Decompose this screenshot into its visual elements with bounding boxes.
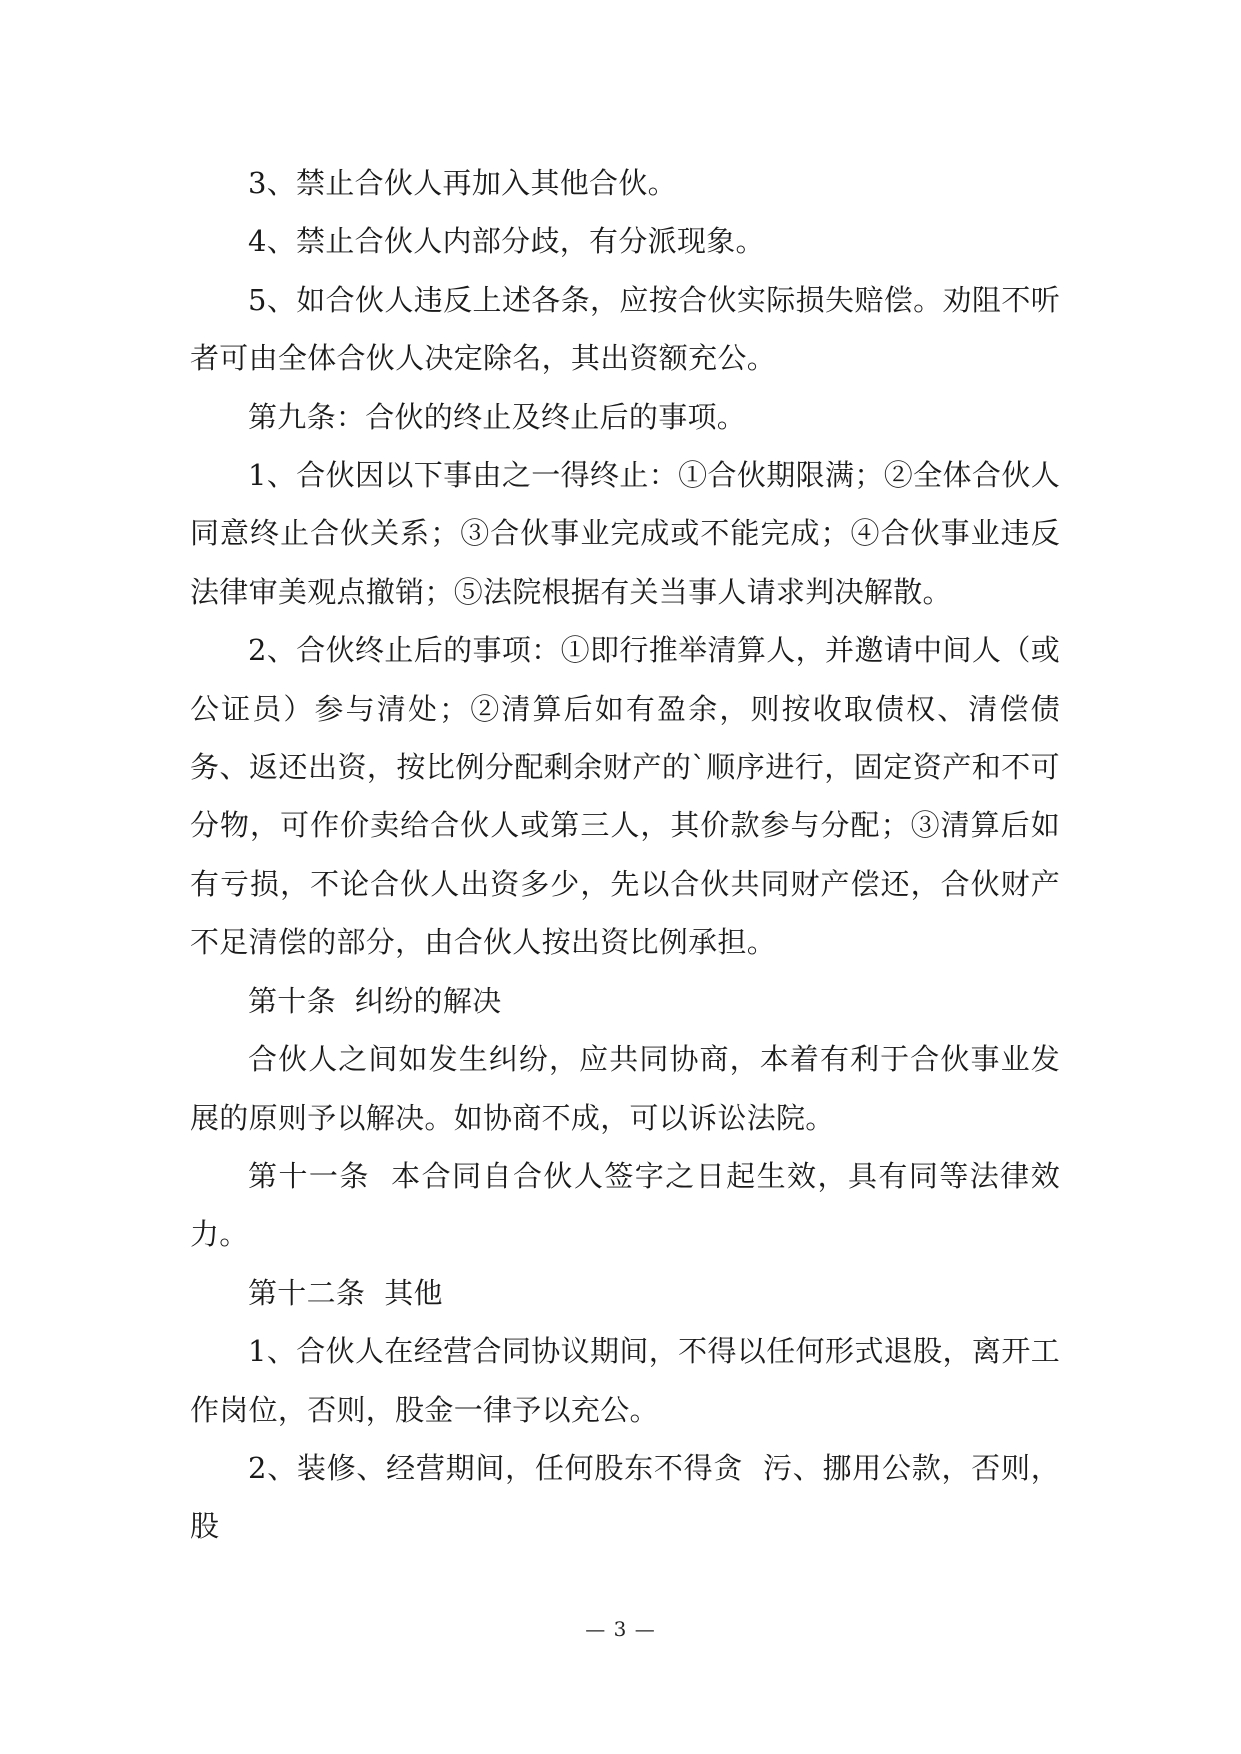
paragraph-clause-9-item-1: 1、合伙因以下事由之一得终止：①合伙期限满；②全体合伙人同意终止合伙关系；③合伙事业完成或不能完成；④合伙事业违反法律审美观点撤销；⑤法院根据有关当事人请求判决解散。 — [190, 458, 1060, 609]
paragraph-clause-12-item-2: 2、装修、经营期间，任何股东不得贪 污、挪用公款，否则，股 — [190, 1450, 1060, 1544]
paragraph-clause-12-item-1: 1、合伙人在经营合同协议期间，不得以任何形式退股，离开工作岗位，否则，股金一律予以充公。 — [190, 1334, 1060, 1427]
paragraph-clause-10: 合伙人之间如发生纠纷，应共同协商，本着有利于合伙事业发展的原则予以解决。如协商不成，可以诉讼法院。 — [190, 1042, 1060, 1135]
heading-clause-12: 第十二条 其他 — [248, 1275, 443, 1310]
paragraph-clause-8-item-3: 3、禁止合伙人再加入其他合伙。 — [248, 166, 677, 200]
heading-clause-9: 第九条：合伙的终止及终止后的事项。 — [248, 399, 747, 434]
paragraph-clause-8-item-5: 5、如合伙人违反上述各条，应按合伙实际损失赔偿。劝阻不听者可由全体合伙人决定除名，其出资额充公。 — [190, 282, 1060, 376]
paragraph-clause-11: 第十一条 本合同自合伙人签字之日起生效，具有同等法律效力。 — [190, 1158, 1060, 1252]
paragraph-clause-8-item-4: 4、禁止合伙人内部分歧，有分派现象。 — [248, 224, 765, 259]
heading-clause-10: 第十条 纠纷的解决 — [248, 983, 502, 1018]
paragraph-clause-9-item-2: 2、合伙终止后的事项：①即行推举清算人，并邀请中间人（或公证员）参与清处；②清算后如有盈余，则按收取债权、清偿债务、返还出资，按比例分配剩余财产的`顺序进行，固定资产和不可分物，可作价卖给合伙人或第三人，其价款参与分配；③清算后如有亏损，不论合伙人出资多少，先以合伙共同财产偿还，合伙财产不足清偿的部分，由合伙人按出资比例承担。 — [190, 633, 1060, 960]
document-body — [190, 154, 1060, 1556]
page-number: — 3 — — [585, 1617, 656, 1641]
